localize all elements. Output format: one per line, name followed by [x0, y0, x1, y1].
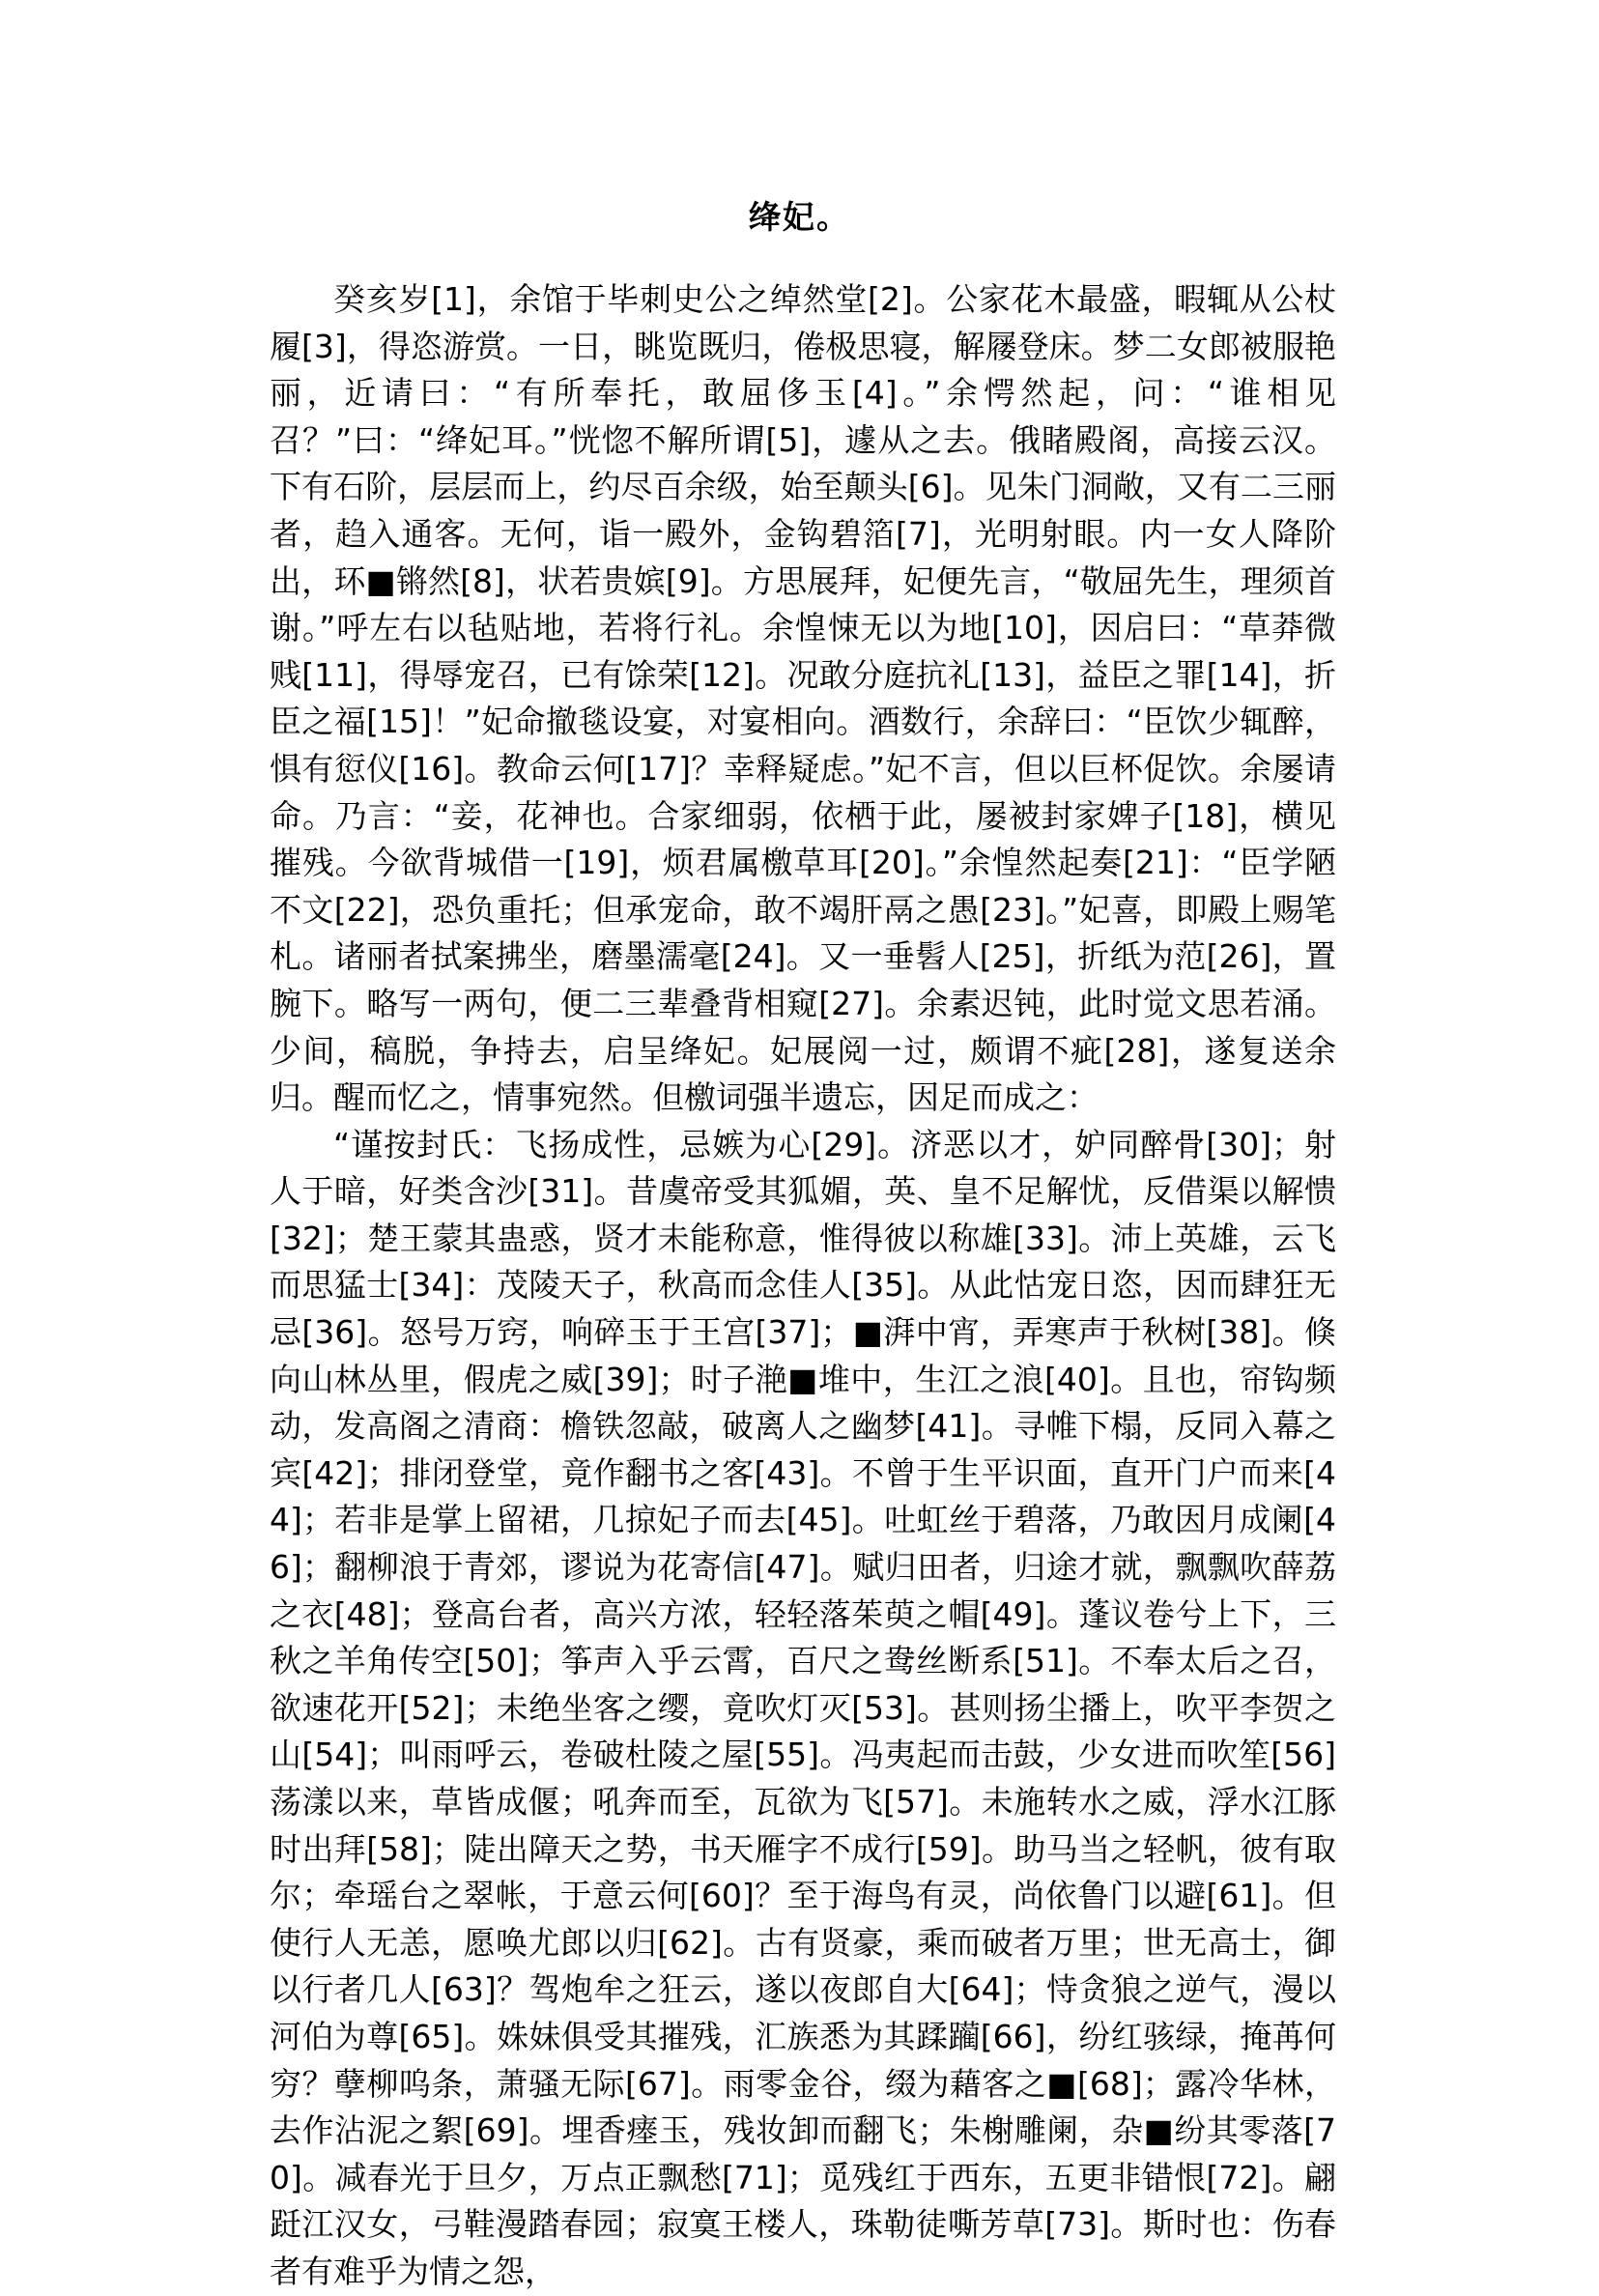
paragraph-preface: 癸亥岁[1]，余馆于毕刺史公之绰然堂[2]。公家花木最盛，暇辄从公杖履[3]，得恣游赏。一日，眺览既归，倦极思寝，解屦登床。梦二女郎被服艳丽，近请曰：“有所奉托，敢屈侈玉[4]。”余愕然起，问：“谁相见召？”曰：“绛妃耳。”恍惚不解所谓[5]，遽从之去。俄睹殿阁，高接云汉。下有石阶，层层而上，约尽百余级，始至颠头[6]。见朱门洞敞，又有二三丽者，趋入通客。无何，诣一殿外，金钩碧箔[7]，光明射眼。内一女人降阶出，环■锵然[8]，状若贵嫔[9]。方思展拜，妃便先言，“敬屈先生，理须首谢。”呼左右以毡贴地，若将行礼。余惶悚无以为地[10]，因启曰：“草莽微贱[11]，得辱宠召，已有馀荣[12]。况敢分庭抗礼[13]，益臣之罪[14]，折臣之福[15]！”妃命撤毯设宴，对宴相向。酒数行，余辞曰：“臣饮少辄醉，惧有愆仪[16]。教命云何[17]？幸释疑虑。”妃不言，但以巨杯促饮。余屡请命。乃言：“妾，花神也。合家细弱，依栖于此，屡被封家婢子[18]，横见摧残。今欲背城借一[19]，烦君属檄草耳[20]。”余惶然起奏[21]：“臣学陋不文[22]，恐负重托；但承宠命，敢不竭肝鬲之愚[23]。”妃喜，即殿上赐笔札。诸丽者拭案拂坐，磨墨濡毫[24]。又一垂髫人[25]，折纸为范[26]，置腕下。略写一两句，便二三辈叠背相窥[27]。余素迟钝，此时觉文思若涌。少间，稿脱，争持去，启呈绛妃。妃展阅一过，颇谓不疵[28]，遂复送余归。醒而忆之，情事宛然。但檄词强半遗忘，因足而成之：: [270, 280, 1336, 1117]
paragraph-proclamation: “谨按封氏：飞扬成性，忌嫉为心[29]。济恶以才，妒同醉骨[30]；射人于暗，好类含沙[31]。昔虞帝受其狐媚，英、皇不足解忧，反借渠以解愦[32]；楚王蒙其蛊惑，贤才未能称意，惟得彼以称雄[33]。沛上英雄，云飞而思猛士[34]：茂陵天子，秋高而念佳人[35]。从此怙宠日恣，因而肆狂无忌[36]。怒号万窍，响碎玉于王宫[37]；■湃中宵，弄寒声于秋树[38]。倏向山林丛里，假虎之威[39]；时子滟■堆中，生江之浪[40]。且也，帘钩频动，发高阁之清商：檐铁忽敲，破离人之幽梦[41]。寻帷下榻，反同入幕之宾[42]；排闭登堂，竟作翻书之客[43]。不曾于生平识面，直开门户而来[44]；若非是掌上留裙，几掠妃子而去[45]。吐虹丝于碧落，乃敢因月成阑[46]；翻柳浪于青郊，谬说为花寄信[47]。赋归田者，归途才就，飘飘吹薛荔之衣[48]；登高台者，高兴方浓，轻轻落茱萸之帽[49]。蓬议卷兮上下，三秋之羊角传空[50]；筝声入乎云霄，百尺之鸯丝断系[51]。不奉太后之召，欲速花开[52]；未绝坐客之缨，竟吹灯灭[53]。甚则扬尘播上，吹平李贺之山[54]；叫雨呼云，卷破杜陵之屋[55]。冯夷起而击鼓，少女进而吹笙[56]荡漾以来，草皆成偃；吼奔而至，瓦欲为飞[57]。未施转水之威，浮水江豚时出拜[58]；陡出障天之势，书天雁字不成行[59]。助马当之轻帆，彼有取尔；牵瑶台之翠帐，于意云何[60]？至于海鸟有灵，尚依鲁门以避[61]。但使行人无恙，愿唤尤郎以归[62]。古有贤豪，乘而破者万里；世无高士，御以行者几人[63]？驾炮牟之狂云，遂以夜郎自大[64]；恃贪狼之逆气，漫以河伯为尊[65]。姝妹俱受其摧残，汇族悉为其蹂躏[66]，纷红骇绿，掩苒何穷？孽柳呜条，萧骚无际[67]。雨零金谷，缀为藉客之■[68]；露冷华林，去作沾泥之絮[69]。埋香瘗玉，残妆卸而翻飞；朱榭雕阑，杂■纷其零落[70]。减春光于旦夕，万点正飘愁[71]；觅残红于西东，五更非错恨[72]。翩跹江汉女，弓鞋漫踏春园；寂寞王楼人，珠勒徒嘶芳草[73]。斯时也：伤春者有难乎为情之怨，: [270, 1125, 1336, 2290]
document-title: 绛妃。: [749, 198, 850, 236]
document-body: [270, 276, 1336, 2296]
